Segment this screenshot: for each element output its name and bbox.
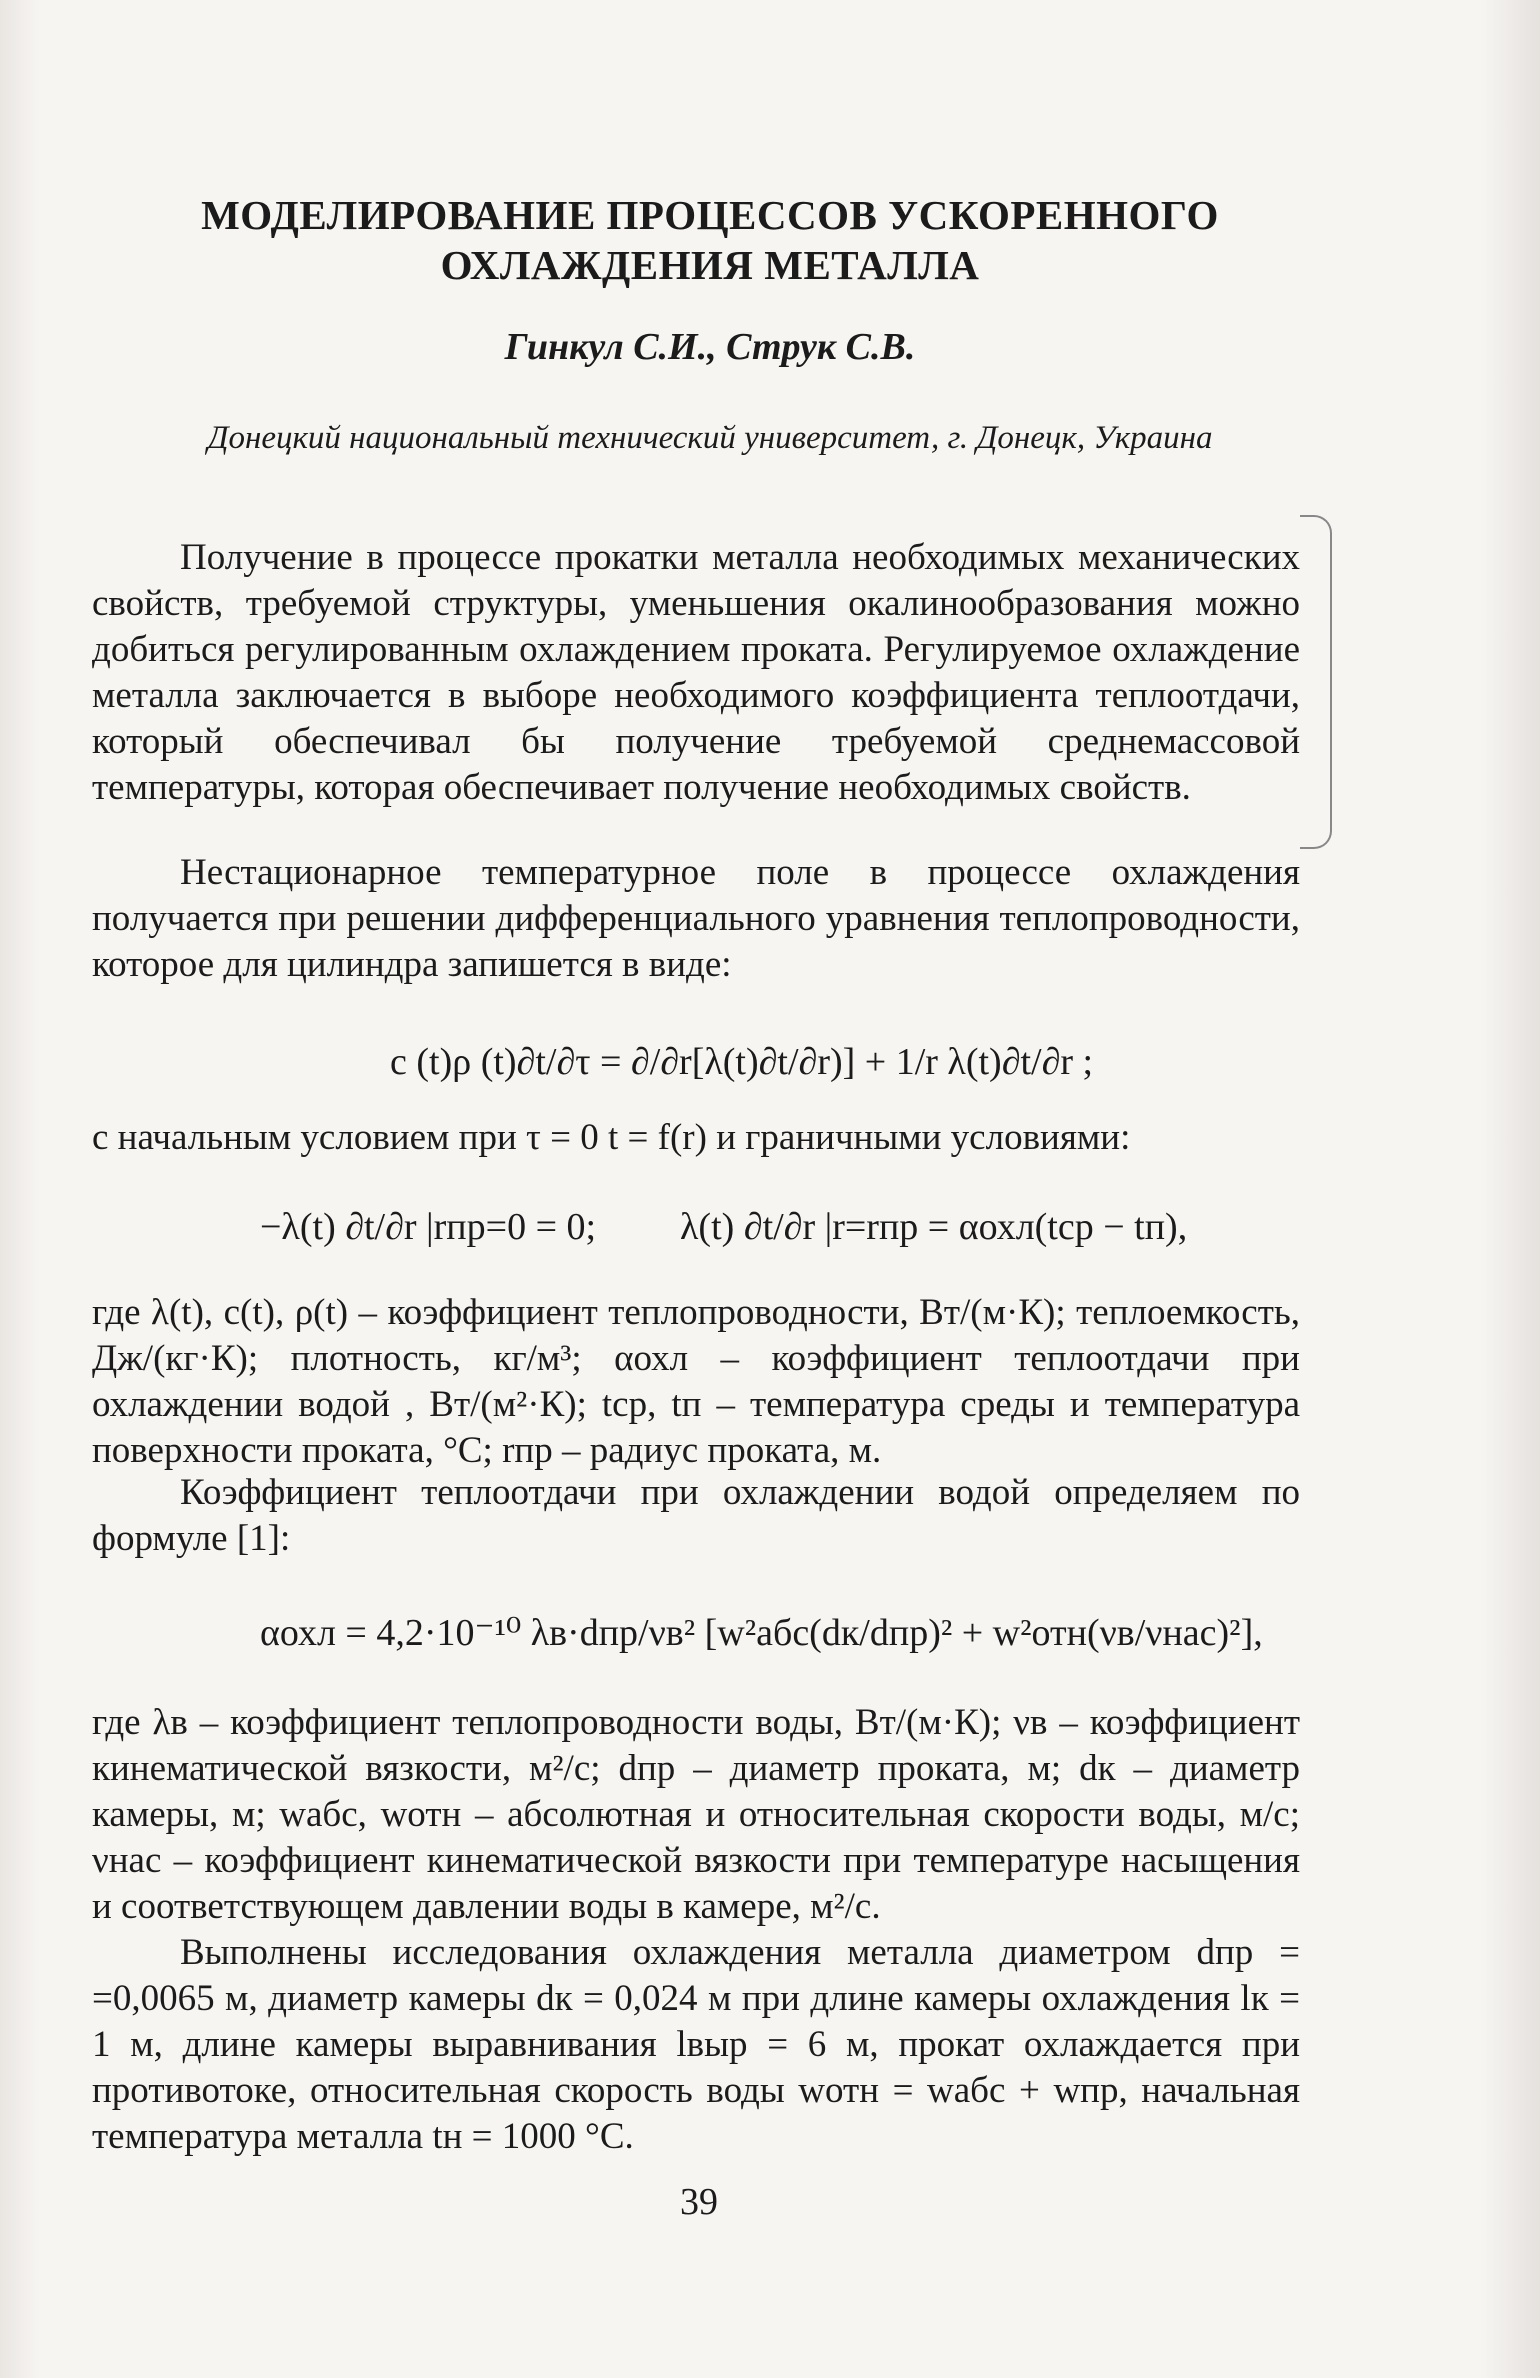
paragraph-2: Нестационарное температурное поле в процессе охлаждения получается при решении дифференциального уравнения теплопроводности, которое для цилиндра запишется в виде: bbox=[92, 852, 1300, 985]
title-line-2: ОХЛАЖДЕНИЯ МЕТАЛЛА bbox=[440, 242, 980, 288]
equation-heat-conduction: c (t)ρ (t)∂t/∂τ = ∂/∂r[λ(t)∂t/∂r)] + 1/r λ(t)∂t/∂r ; bbox=[390, 1041, 1094, 1083]
affiliation: Донецкий национальный технический университет, г. Донецк, Украина bbox=[207, 420, 1213, 456]
page-number: 39 bbox=[680, 2181, 718, 2223]
paragraph-5: Коэффициент теплоотдачи при охлаждении водой определяем по формуле [1]: bbox=[92, 1472, 1300, 1559]
paper-title bbox=[170, 190, 1250, 290]
paragraph-6: где λв – коэффициент теплопроводности воды, Вт/(м·К); νв – коэффициент кинематической вязкости, м²/с; dпр – диаметр проката, м; dк – диаметр камеры, м; wабс, wотн – абсолютная и относительная скорости воды, м/с; νнас – коэффициент кинематической вязкости при температуре насыщения и соответствующем давлении воды в камере, м²/с. bbox=[92, 1702, 1300, 1927]
paragraph-4: где λ(t), c(t), ρ(t) – коэффициент теплопроводности, Вт/(м·К); теплоемкость, Дж/(кг·К); плотность, кг/м³; αохл – коэффициент теплоотдачи при охлаждении водой , Вт/(м²·К); tср, tп – температура среды и температура поверхности проката, °С; rпр – радиус проката, м. bbox=[92, 1292, 1300, 1471]
authors: Гинкул С.И., Струк С.В. bbox=[504, 326, 916, 368]
title-line-1: МОДЕЛИРОВАНИЕ ПРОЦЕССОВ УСКОРЕННОГО bbox=[201, 192, 1219, 238]
paragraph-3: с начальным условием при τ = 0 t = f(r) и граничными условиями: bbox=[92, 1117, 1131, 1158]
equation-boundary-left: −λ(t) ∂t/∂r |rпр=0 = 0; bbox=[260, 1206, 597, 1248]
equation-heat-transfer-coefficient: αохл = 4,2·10⁻¹⁰ λв·dпр/νв² [w²абс(dк/dпр)² + w²отн(νв/νнас)²], bbox=[260, 1612, 1263, 1654]
margin-bracket-mark bbox=[1300, 515, 1332, 849]
equation-boundary-right: λ(t) ∂t/∂r |r=rпр = αохл(tср − tп), bbox=[680, 1206, 1188, 1248]
paragraph-1: Получение в процессе прокатки металла необходимых механических свойств, требуемой структуры, уменьшения окалинообразования можно добиться регулированным охлаждением проката. Регулируемое охлаждение металла заключается в выборе необходимого коэффициента теплоотдачи, который обеспечивал бы получение требуемой среднемассовой температуры, которая обеспечивает получение необходимых свойств. bbox=[92, 537, 1300, 808]
paragraph-7: Выполнены исследования охлаждения металла диаметром dпр = =0,0065 м, диаметр камеры dк = 0,024 м при длине камеры охлаждения lк = 1 м, длине камеры выравнивания lвыр = 6 м, прокат охлаждается при противотоке, относительная скорость воды wотн = wабс + wпр, начальная температура металла tн = 1000 °С. bbox=[92, 1932, 1300, 2157]
